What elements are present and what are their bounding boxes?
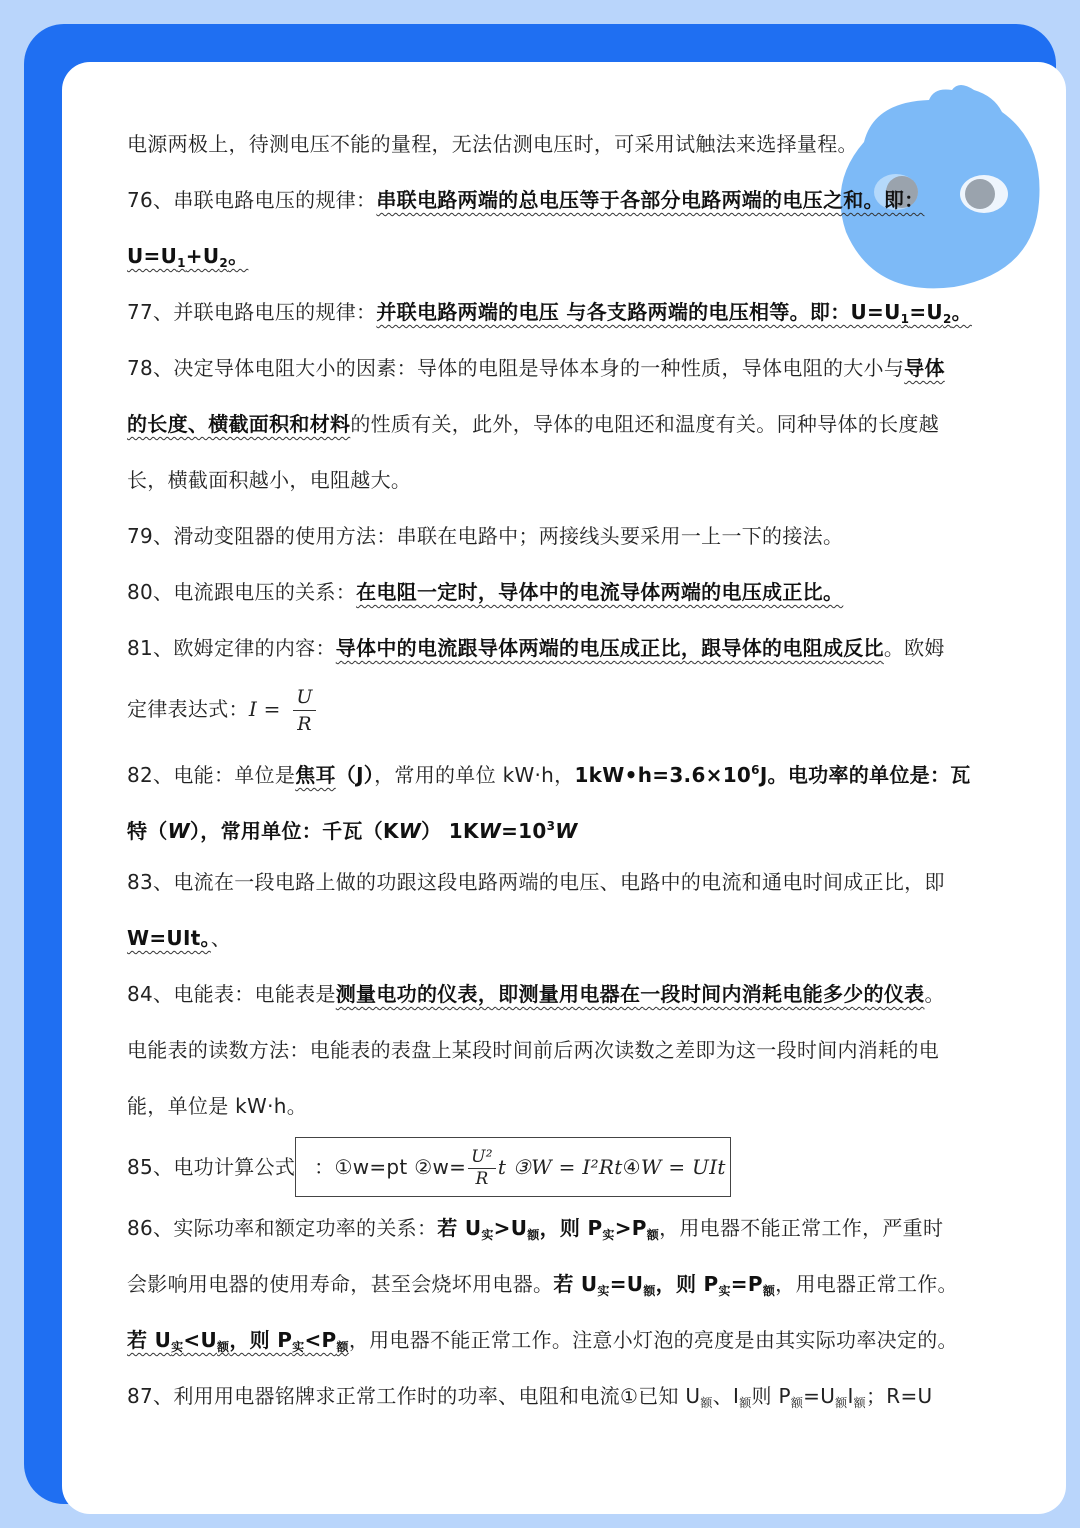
item-84-label: 84、电能表：电能表是: [127, 982, 336, 1006]
item-77: [127, 284, 1003, 340]
condition-greater: 若 $U_实>U_额$，则 $P_实>P_额$: [437, 1216, 660, 1242]
item-78-bold: 导体: [904, 356, 945, 380]
item-79: [127, 508, 1003, 564]
item-82: [127, 742, 1003, 798]
power-units: 特（W），常用单位：千瓦（KW） $1KW=10^3W$: [127, 819, 578, 843]
item-76-rule: 串联电路两端的总电压等于各部分电路两端的电压之和。即：: [376, 188, 925, 212]
item-86: [127, 1200, 1003, 1256]
item-83: [127, 854, 1003, 910]
meter-definition: 测量电功的仪表，即测量用电器在一段时间内消耗电能多少的仪表: [335, 982, 925, 1006]
item-81-rest: 。欧姆: [883, 636, 945, 660]
meter-unit-text: 能，单位是 kW·h。: [127, 1094, 308, 1118]
item-77-label: 77、并联电路电压的规律：: [127, 300, 377, 324]
item-80-label: 80、电流跟电压的关系：: [127, 580, 357, 604]
item-76: [127, 172, 1003, 228]
series-voltage-formula: $U=U_1+U_2$。: [127, 244, 249, 270]
item-76-label: 76、串联电路电压的规律：: [127, 188, 377, 212]
item-78-factors: 的长度、横截面积和材料: [127, 412, 351, 436]
joule-unit: 焦耳: [295, 763, 336, 787]
item-84-end-line: [127, 1078, 1003, 1134]
item-82-cont: [127, 798, 1003, 854]
item-82-label: 82、电能：单位是: [127, 763, 296, 787]
work-formula: W=UIt。: [127, 926, 211, 950]
notes-content: [127, 116, 1003, 1424]
condition-equal: 若 $U_实=U_额$，则 $P_实=P_额$: [553, 1272, 776, 1298]
item-84-end: 。: [924, 982, 945, 1006]
ohms-law-eq: =: [257, 697, 288, 721]
item-84: [127, 966, 1003, 1022]
text-line: [127, 116, 1003, 172]
item-85-label: 85、电功计算公式: [127, 1155, 296, 1179]
item-86-cont-text: 会影响用电器的使用寿命，甚至会烧坏用电器。: [127, 1272, 554, 1296]
power-fraction: $\frac{\text{U²}}{R}$: [468, 1149, 496, 1188]
ohms-law-I: I: [248, 697, 258, 721]
item-81-expr-label: 定律表达式：: [127, 697, 249, 721]
item-78-label: 78、决定导体电阻大小的因素：导体的电阻是导体本身的一种性质，导体电阻的大小与: [127, 356, 905, 380]
kwh-unit: ，常用的单位 kW·h，: [374, 763, 575, 787]
condition-less: 若 $U_实<U_额$，则 $P_实<P_额$: [127, 1328, 349, 1354]
kwh-conversion: $1kW•h=3.6\times 10^6J$。电功率的单位是：瓦: [574, 763, 971, 787]
item-87-text: 87、利用用电器铭牌求正常工作时的功率、电阻和电流①已知 $U_额$、$I_额$则 $P_额=U_额I_额$；R=U: [127, 1384, 933, 1410]
ohms-law-fraction: $\frac{U}{R}$: [293, 688, 315, 734]
page-frame: [24, 24, 1056, 1504]
item-81: [127, 620, 1003, 676]
item-83-text: 83、电流在一段电路上做的功跟这段电路两端的电压、电路中的电流和通电时间成正比，即: [127, 870, 945, 894]
item-78-end-text: 长，横截面积越小，电阻越大。: [127, 468, 412, 492]
item-83-cont: [127, 910, 1003, 966]
item-81-expression: [127, 676, 1003, 742]
item-84-cont: [127, 1022, 1003, 1078]
item-85: [127, 1134, 1003, 1200]
item-79-text: 79、滑动变阻器的使用方法：串联在电路中；两接线头要采用一上一下的接法。: [127, 524, 844, 548]
item-87: [127, 1368, 1003, 1424]
power-formula-box: ：①w=pt ②w= $\frac{\text{U²}}{R}$ t ③W = I²Rt④W = UIt: [295, 1137, 731, 1197]
item-86-label: 86、实际功率和额定功率的关系：: [127, 1216, 438, 1240]
item-77-rule: 并联电路两端的电压 与各支路两端的电压相等。即：$U=U_1=U_2$。: [376, 300, 972, 326]
item-86-cont: [127, 1256, 1003, 1312]
item-78-rest: 的性质有关，此外，导体的电阻还和温度有关。同种导体的长度越: [350, 412, 940, 436]
item-80: [127, 564, 1003, 620]
joule-symbol: （J）: [335, 763, 375, 787]
meter-reading-text: 电能表的读数方法：电能表的表盘上某段时间前后两次读数之差即为这一段时间内消耗的电: [127, 1038, 939, 1062]
item-76-formula: [127, 228, 1003, 284]
item-78-cont: [127, 396, 1003, 452]
item-86-end: [127, 1312, 1003, 1368]
item-83-rest: 、: [210, 926, 232, 950]
item-86-rest: ，用电器不能正常工作，严重时: [659, 1216, 944, 1240]
item-78: [127, 340, 1003, 396]
item-86-cont-rest: ，用电器正常工作。: [775, 1272, 958, 1296]
item-78-end: [127, 452, 1003, 508]
item-80-rule: 在电阻一定时，导体中的电流导体两端的电压成正比。: [356, 580, 844, 604]
item-81-label: 81、欧姆定律的内容：: [127, 636, 336, 660]
ohms-law-rule: 导体中的电流跟导体两端的电压成正比，跟导体的电阻成反比: [335, 636, 884, 660]
line-0-text: 电源两极上，待测电压不能的量程，无法估测电压时，可采用试触法来选择量程。: [127, 132, 858, 156]
content-card: [62, 62, 1066, 1514]
item-86-end-rest: ，用电器不能正常工作。注意小灯泡的亮度是由其实际功率决定的。: [348, 1328, 958, 1352]
